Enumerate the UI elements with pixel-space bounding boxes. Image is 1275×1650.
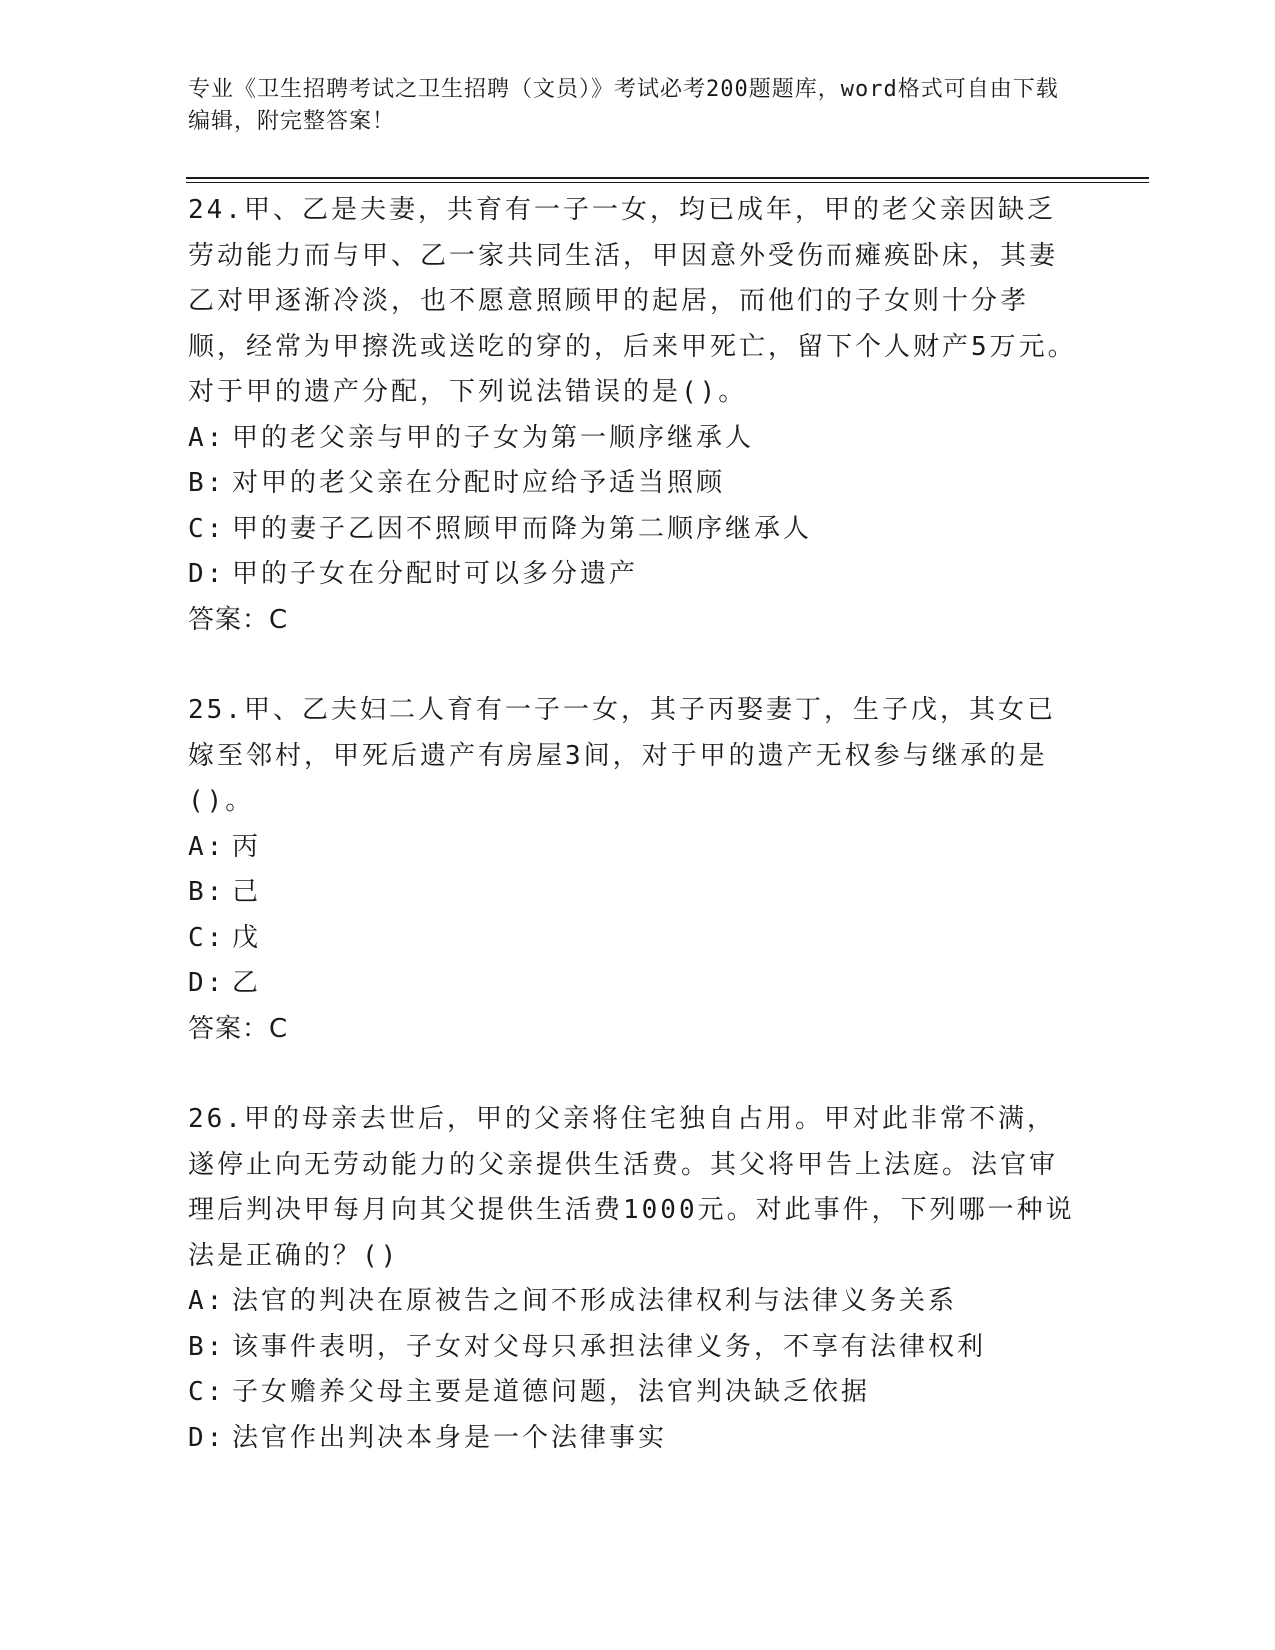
option-d (188, 552, 1078, 598)
document-header: 专业《卫生招聘考试之卫生招聘（文员）》考试必考200题题库，word格式可自由下载编辑，附完整答案！ (188, 77, 1059, 134)
question-stem: 26.甲的母亲去世后，甲的父亲将住宅独自占用。甲对此非常不满，遂停止向无劳动能力的父亲提供生活费。其父将甲告上法庭。法官审理后判决甲每月向其父提供生活费1000元。对此事件，下列哪一种说法是正确的？() (188, 1104, 1075, 1271)
option-letter: D: (188, 1422, 226, 1453)
option-letter: C: (188, 513, 226, 544)
option-a (188, 416, 1078, 462)
option-b (188, 1325, 1078, 1371)
header-divider-thin (186, 182, 1149, 183)
option-text: 法官作出判决本身是一个法律事实 (232, 1422, 668, 1453)
option-d (188, 961, 1078, 1007)
question-stem: 24.甲、乙是夫妻，共育有一子一女，均已成年，甲的老父亲因缺乏劳动能力而与甲、乙一家共同生活，甲因意外受伤而瘫痪卧床，其妻乙对甲逐渐冷淡，也不愿意照顾甲的起居，而他们的子女则十分孝顺，经常为甲擦洗或送吃的穿的，后来甲死亡，留下个人财产5万元。对于甲的遗产分配，下列说法错误的是()。 (188, 195, 1077, 407)
option-letter: B: (188, 877, 226, 907)
option-letter: A: (188, 1286, 226, 1316)
option-text: 甲的妻子乙因不照顾甲而降为第二顺序继承人 (232, 513, 813, 544)
option-text: 丙 (232, 831, 262, 862)
option-letter: D: (188, 968, 226, 998)
option-letter: B: (188, 468, 226, 498)
option-c (188, 1370, 1078, 1416)
option-letter: C: (188, 922, 226, 953)
option-text: 戊 (232, 922, 262, 953)
header-divider-thick (186, 177, 1149, 179)
option-c (188, 507, 1078, 553)
option-letter: C: (188, 1377, 226, 1407)
question-24 (188, 188, 1078, 643)
answer-label: 答案：C (188, 604, 289, 635)
option-text: 对甲的老父亲在分配时应给予适当照顾 (232, 468, 726, 498)
option-c (188, 916, 1078, 962)
question-26 (188, 1097, 1078, 1461)
answer-label: 答案：C (188, 1013, 289, 1044)
option-letter: A: (188, 422, 226, 453)
option-letter: A: (188, 831, 226, 862)
option-text: 甲的老父亲与甲的子女为第一顺序继承人 (232, 422, 755, 453)
option-text: 乙 (232, 968, 262, 998)
option-a (188, 1279, 1078, 1325)
option-b (188, 870, 1078, 916)
option-letter: D: (188, 559, 226, 589)
question-25 (188, 688, 1078, 1052)
option-text: 法官的判决在原被告之间不形成法律权利与法律义务关系 (232, 1286, 958, 1316)
option-text: 甲的子女在分配时可以多分遗产 (232, 559, 639, 589)
option-d (188, 1416, 1078, 1462)
option-text: 己 (232, 877, 262, 907)
option-a (188, 825, 1078, 871)
question-list (188, 188, 1078, 1461)
option-letter: B: (188, 1331, 226, 1362)
option-text: 该事件表明，子女对父母只承担法律义务，不享有法律权利 (232, 1331, 987, 1362)
option-b (188, 461, 1078, 507)
option-text: 子女赡养父母主要是道德问题，法官判决缺乏依据 (232, 1377, 871, 1407)
question-stem: 25.甲、乙夫妇二人育有一子一女，其子丙娶妻丁，生子戊，其女已嫁至邻村，甲死后遗产有房屋3间，对于甲的遗产无权参与继承的是()。 (188, 695, 1056, 816)
